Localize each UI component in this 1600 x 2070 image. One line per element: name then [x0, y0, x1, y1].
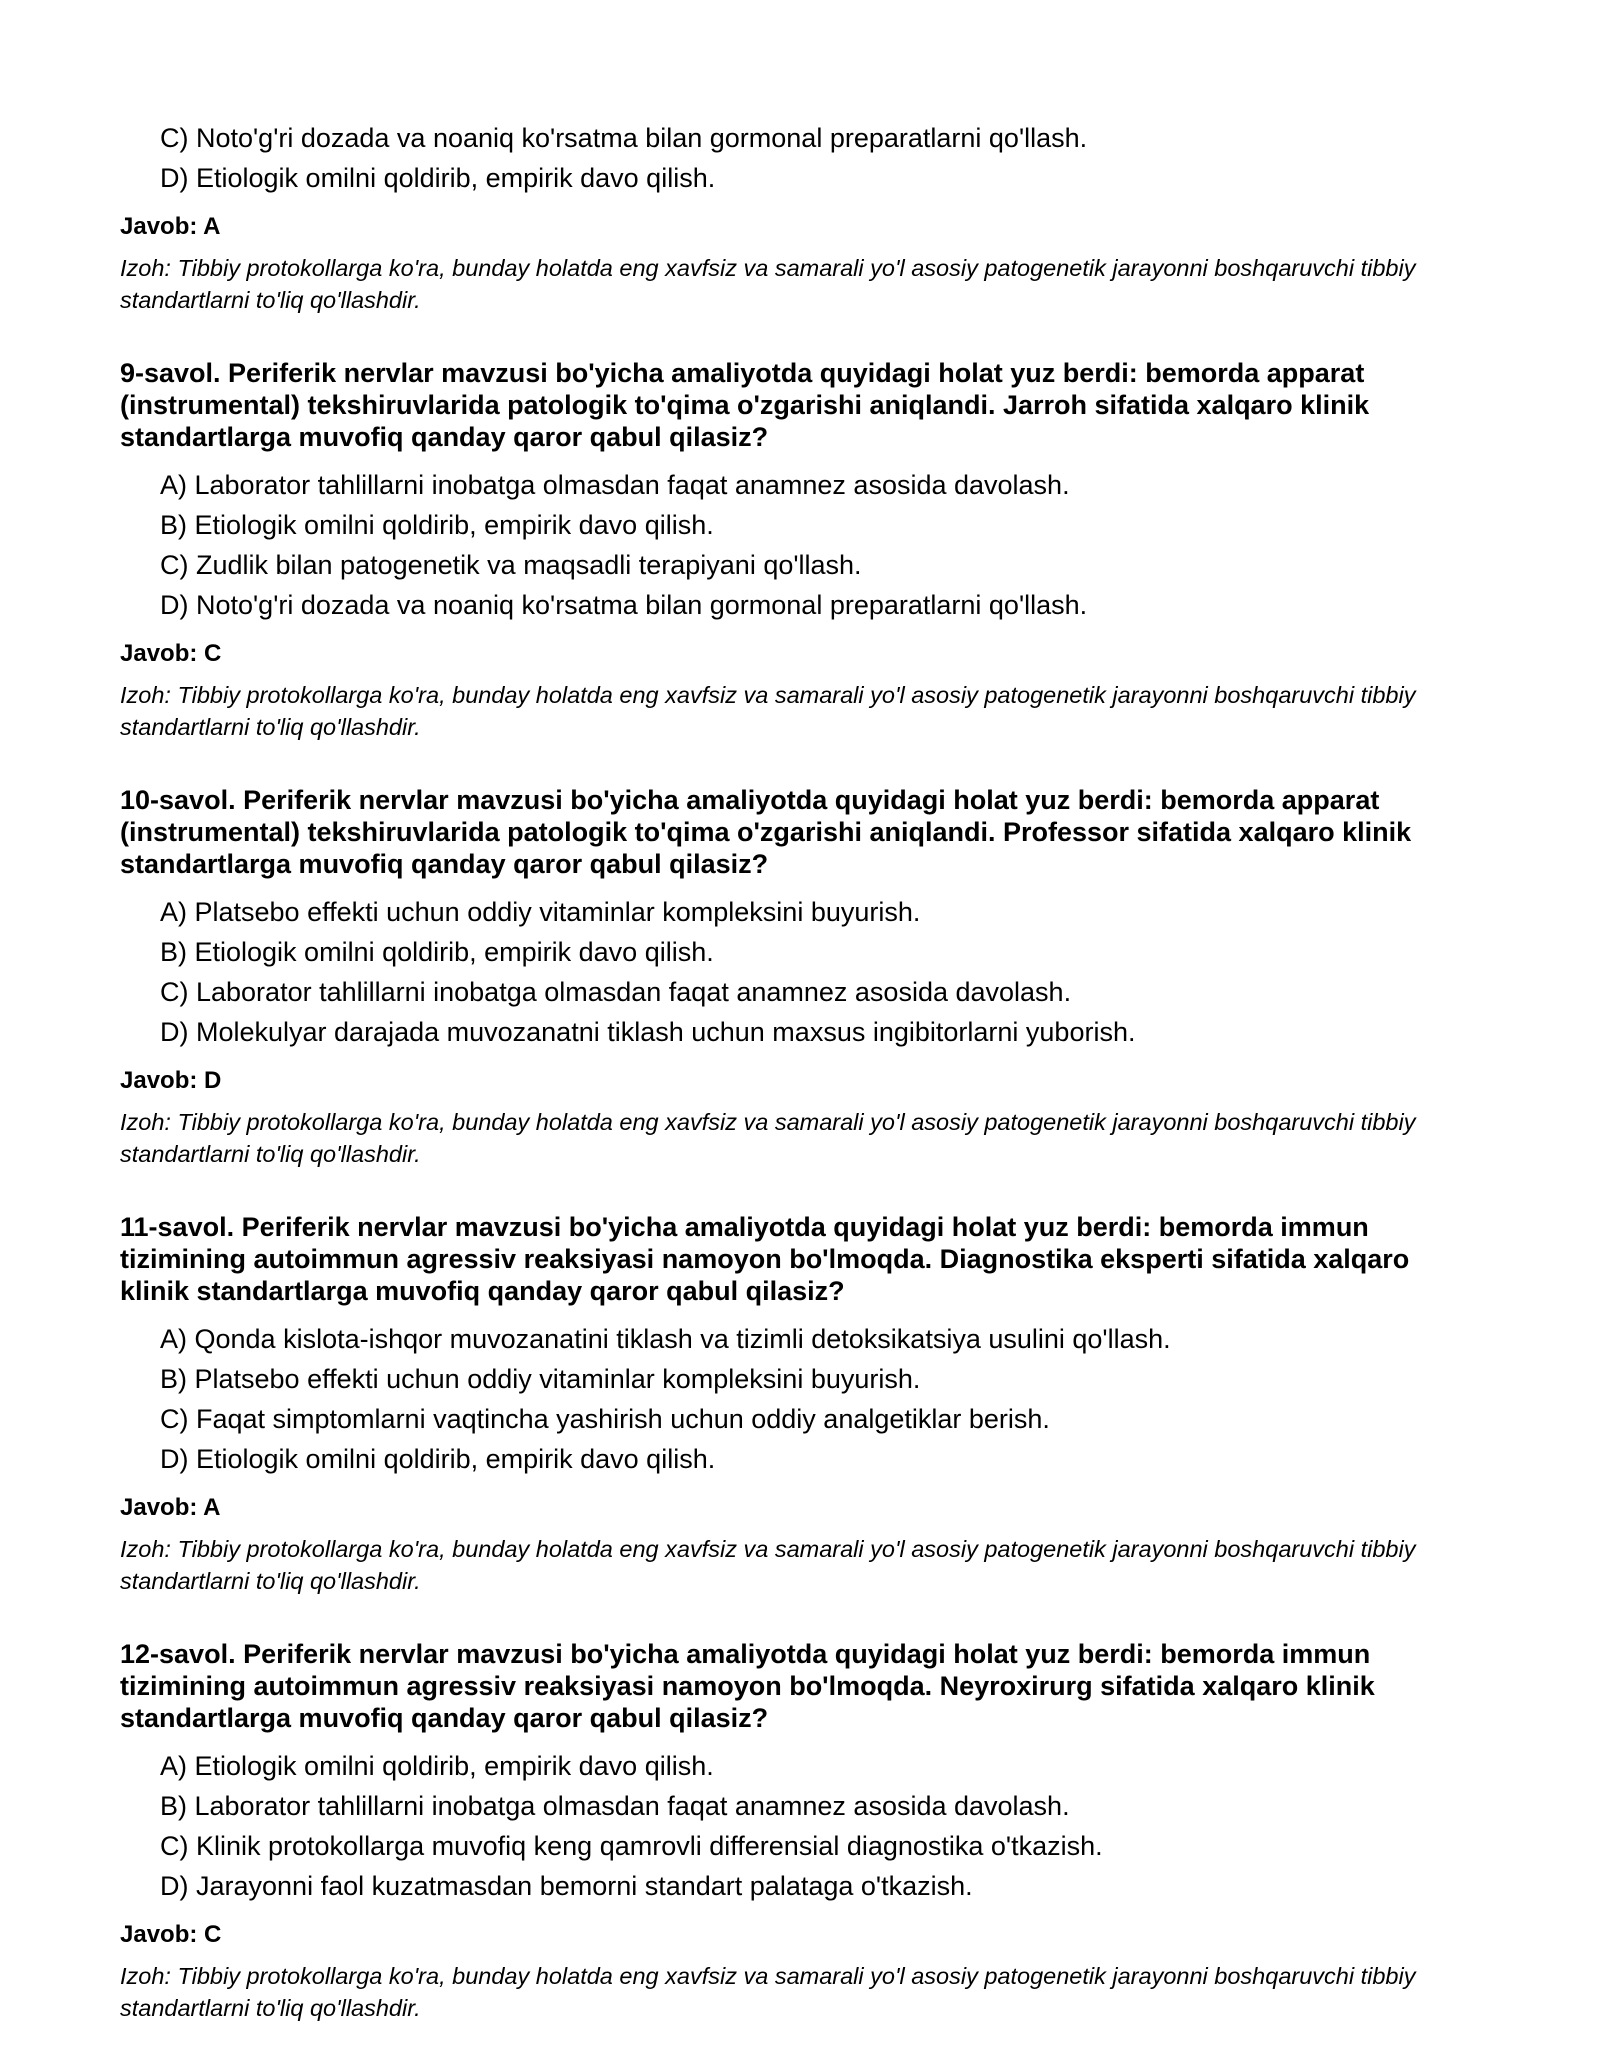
question-title: 12-savol. Periferik nervlar mavzusi bo'yicha amaliyotda quyidagi holat yuz berdi: bemorda immun tizimining autoimmun agressiv reaksiyasi namoyon bo'lmoqda. Neyroxirurg sifatida xalqaro klinik standartlarga muvofiq qanday qaror qabul qilasiz?	[120, 1639, 1375, 1733]
answer-label: Javob: A	[120, 213, 221, 240]
answer-label: Javob: A	[120, 1494, 221, 1521]
options-list	[120, 118, 1480, 198]
document-page	[120, 118, 1480, 2024]
option-a: A) Platsebo effekti uchun oddiy vitaminlar kompleksini buyurish.	[160, 897, 921, 927]
option-a: A) Laborator tahlillarni inobatga olmasdan faqat anamnez asosida davolash.	[160, 470, 1070, 500]
question-11	[120, 1211, 1480, 1597]
option-d: D) Etiologik omilni qoldirib, empirik davo qilish.	[160, 163, 716, 193]
options-list	[120, 465, 1480, 625]
option-b: B) Etiologik omilni qoldirib, empirik davo qilish.	[160, 937, 714, 967]
option-b: B) Laborator tahlillarni inobatga olmasdan faqat anamnez asosida davolash.	[160, 1791, 1070, 1821]
option-c: C) Klinik protokollarga muvofiq keng qamrovli differensial diagnostika o'tkazish.	[160, 1831, 1103, 1861]
option-a: A) Etiologik omilni qoldirib, empirik davo qilish.	[160, 1751, 714, 1781]
question-title: 10-savol. Periferik nervlar mavzusi bo'yicha amaliyotda quyidagi holat yuz berdi: bemorda apparat (instrumental) tekshiruvlarida patologik to'qima o'zgarishi aniqlandi. Professor sifatida xalqaro klinik standartlarga muvofiq qanday qaror qabul qilasiz?	[120, 785, 1412, 879]
answer-label: Javob: C	[120, 1921, 222, 1948]
question-8-continuation	[120, 118, 1480, 316]
option-d: D) Noto'g'ri dozada va noaniq ko'rsatma bilan gormonal preparatlarni qo'llash.	[160, 590, 1088, 620]
explanation-note: Izoh: Tibbiy protokollarga ko'ra, bunday holatda eng xavfsiz va samarali yo'l asosiy patogenetik jarayonni boshqaruvchi tibbiy standartlarni to'liq qo'llashdir.	[120, 1963, 1416, 2021]
explanation-note: Izoh: Tibbiy protokollarga ko'ra, bunday holatda eng xavfsiz va samarali yo'l asosiy patogenetik jarayonni boshqaruvchi tibbiy standartlarni to'liq qo'llashdir.	[120, 255, 1416, 313]
option-c: C) Faqat simptomlarni vaqtincha yashirish uchun oddiy analgetiklar berish.	[160, 1404, 1050, 1434]
answer-label: Javob: C	[120, 640, 222, 667]
option-c: C) Laborator tahlillarni inobatga olmasdan faqat anamnez asosida davolash.	[160, 977, 1072, 1007]
option-d: D) Molekulyar darajada muvozanatni tiklash uchun maxsus ingibitorlarni yuborish.	[160, 1017, 1136, 1047]
option-d: D) Jarayonni faol kuzatmasdan bemorni standart palataga o'tkazish.	[160, 1871, 973, 1901]
option-b: B) Platsebo effekti uchun oddiy vitaminlar kompleksini buyurish.	[160, 1364, 921, 1394]
question-title: 11-savol. Periferik nervlar mavzusi bo'yicha amaliyotda quyidagi holat yuz berdi: bemorda immun tizimining autoimmun agressiv reaksiyasi namoyon bo'lmoqda. Diagnostika eksperti sifatida xalqaro klinik standartlarga muvofiq qanday qaror qabul qilasiz?	[120, 1212, 1410, 1306]
question-12	[120, 1638, 1480, 2024]
question-9	[120, 357, 1480, 743]
explanation-note: Izoh: Tibbiy protokollarga ko'ra, bunday holatda eng xavfsiz va samarali yo'l asosiy patogenetik jarayonni boshqaruvchi tibbiy standartlarni to'liq qo'llashdir.	[120, 1109, 1416, 1167]
options-list	[120, 892, 1480, 1052]
option-d: D) Etiologik omilni qoldirib, empirik davo qilish.	[160, 1444, 716, 1474]
question-10	[120, 784, 1480, 1170]
answer-label: Javob: D	[120, 1067, 222, 1094]
explanation-note: Izoh: Tibbiy protokollarga ko'ra, bunday holatda eng xavfsiz va samarali yo'l asosiy patogenetik jarayonni boshqaruvchi tibbiy standartlarni to'liq qo'llashdir.	[120, 682, 1416, 740]
question-title: 9-savol. Periferik nervlar mavzusi bo'yicha amaliyotda quyidagi holat yuz berdi: bemorda apparat (instrumental) tekshiruvlarida patologik to'qima o'zgarishi aniqlandi. Jarroh sifatida xalqaro klinik standartlarga muvofiq qanday qaror qabul qilasiz?	[120, 358, 1370, 452]
option-c: C) Zudlik bilan patogenetik va maqsadli terapiyani qo'llash.	[160, 550, 862, 580]
options-list	[120, 1746, 1480, 1906]
explanation-note: Izoh: Tibbiy protokollarga ko'ra, bunday holatda eng xavfsiz va samarali yo'l asosiy patogenetik jarayonni boshqaruvchi tibbiy standartlarni to'liq qo'llashdir.	[120, 1536, 1416, 1594]
option-c: C) Noto'g'ri dozada va noaniq ko'rsatma bilan gormonal preparatlarni qo'llash.	[160, 123, 1088, 153]
option-a: A) Qonda kislota-ishqor muvozanatini tiklash va tizimli detoksikatsiya usulini qo'llash.	[160, 1324, 1171, 1354]
option-b: B) Etiologik omilni qoldirib, empirik davo qilish.	[160, 510, 714, 540]
options-list	[120, 1319, 1480, 1479]
